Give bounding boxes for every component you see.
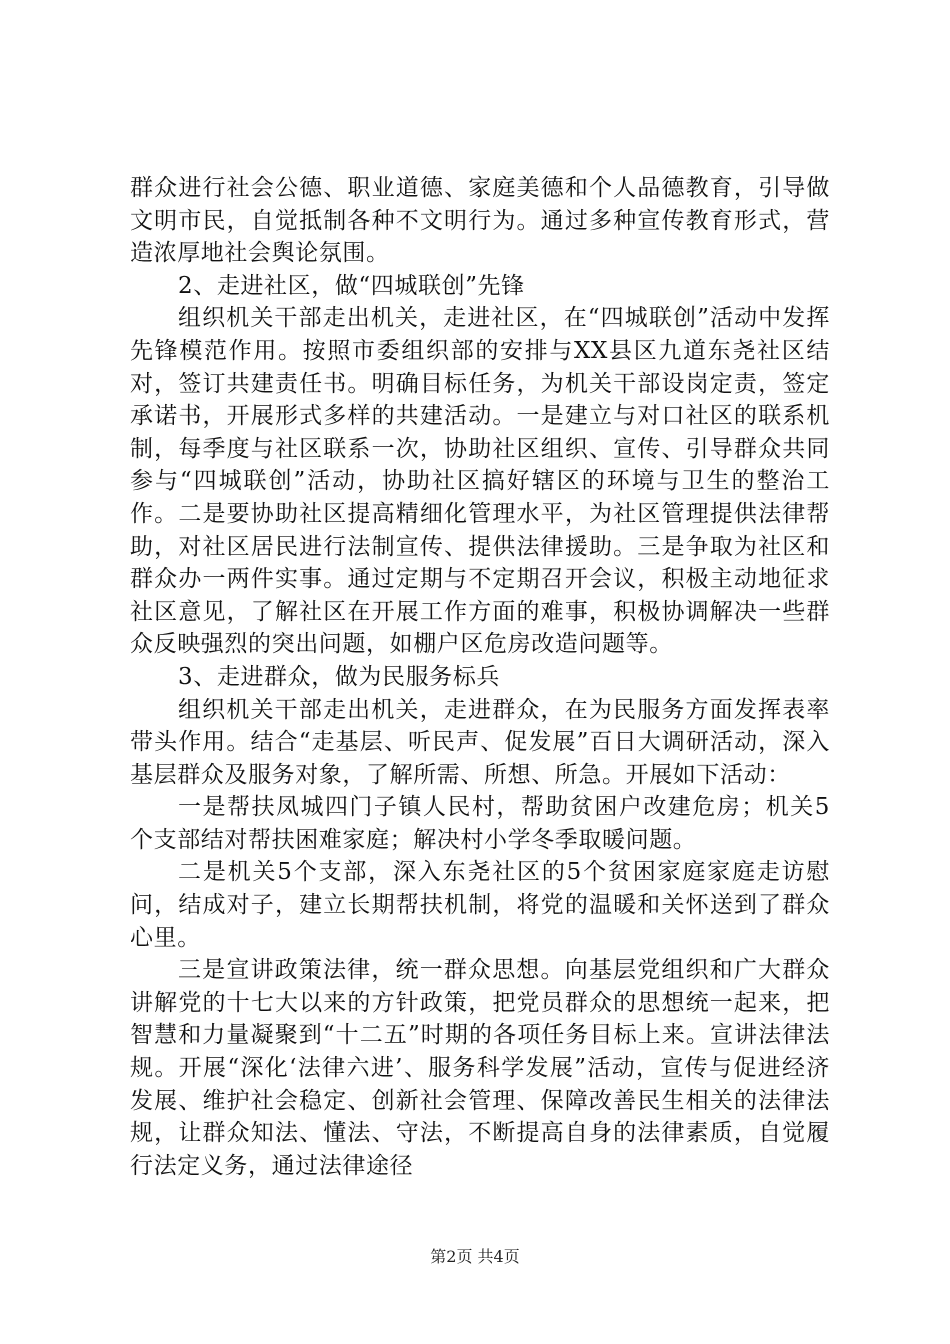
paragraph-item-two: 二是机关5个支部，深入东尧社区的5个贫困家庭家庭走访慰问，结成对子，建立长期帮扶机制，将党的温暖和关怀送到了群众心里。 bbox=[130, 859, 830, 951]
paragraph-continuation: 群众进行社会公德、职业道德、家庭美德和个人品德教育，引导做文明市民，自觉抵制各种不文明行为。通过多种宣传教育形式，营造浓厚地社会舆论氛围。 bbox=[130, 175, 830, 267]
section-heading-community: 2、走进社区，做“四城联创”先锋 bbox=[178, 272, 525, 299]
section-heading-masses: 3、走进群众，做为民服务标兵 bbox=[178, 663, 501, 690]
paragraph-item-three: 三是宣讲政策法律，统一群众思想。向基层党组织和广大群众讲解党的十七大以来的方针政策，把党员群众的思想统一起来，把智慧和力量凝聚到“十二五”时期的各项任务目标上来。宣讲法律法规。开展“深化‘法律六进’、服务科学发展”活动，宣传与促进经济发展、维护社会稳定、创新社会管理、保障改善民生相关的法律法规，让群众知法、懂法、守法，不断提高自身的法律素质，自觉履行法定义务，通过法律途径 bbox=[130, 957, 830, 1179]
page-footer: 第2页 共4页 bbox=[430, 1247, 520, 1266]
paragraph-item-one: 一是帮扶凤城四门子镇人民村，帮助贫困户改建危房；机关5个支部结对帮扶困难家庭；解决村小学冬季取暖问题。 bbox=[130, 794, 830, 853]
paragraph-masses: 组织机关干部走出机关，走进群众，在为民服务方面发挥表率带头作用。结合“走基层、听民声、促发展”百日大调研活动，深入基层群众及服务对象，了解所需、所想、所急。开展如下活动： bbox=[130, 696, 830, 788]
document-body bbox=[130, 172, 830, 1182]
paragraph-community: 组织机关干部走出机关，走进社区，在“四城联创”活动中发挥先锋模范作用。按照市委组织部的安排与XX县区九道东尧社区结对，签订共建责任书。明确目标任务，为机关干部设岗定责，签定承诺书，开展形式多样的共建活动。一是建立与对口社区的联系机制，每季度与社区联系一次，协助社区组织、宣传、引导群众共同参与“四城联创”活动，协助社区搞好辖区的环境与卫生的整治工作。二是要协助社区提高精细化管理水平，为社区管理提供法律帮助，对社区居民进行法制宣传、提供法律援助。三是争取为社区和群众办一两件实事。通过定期与不定期召开会议，积极主动地征求社区意见，了解社区在开展工作方面的难事，积极协调解决一些群众反映强烈的突出问题，如棚户区危房改造问题等。 bbox=[130, 305, 830, 658]
